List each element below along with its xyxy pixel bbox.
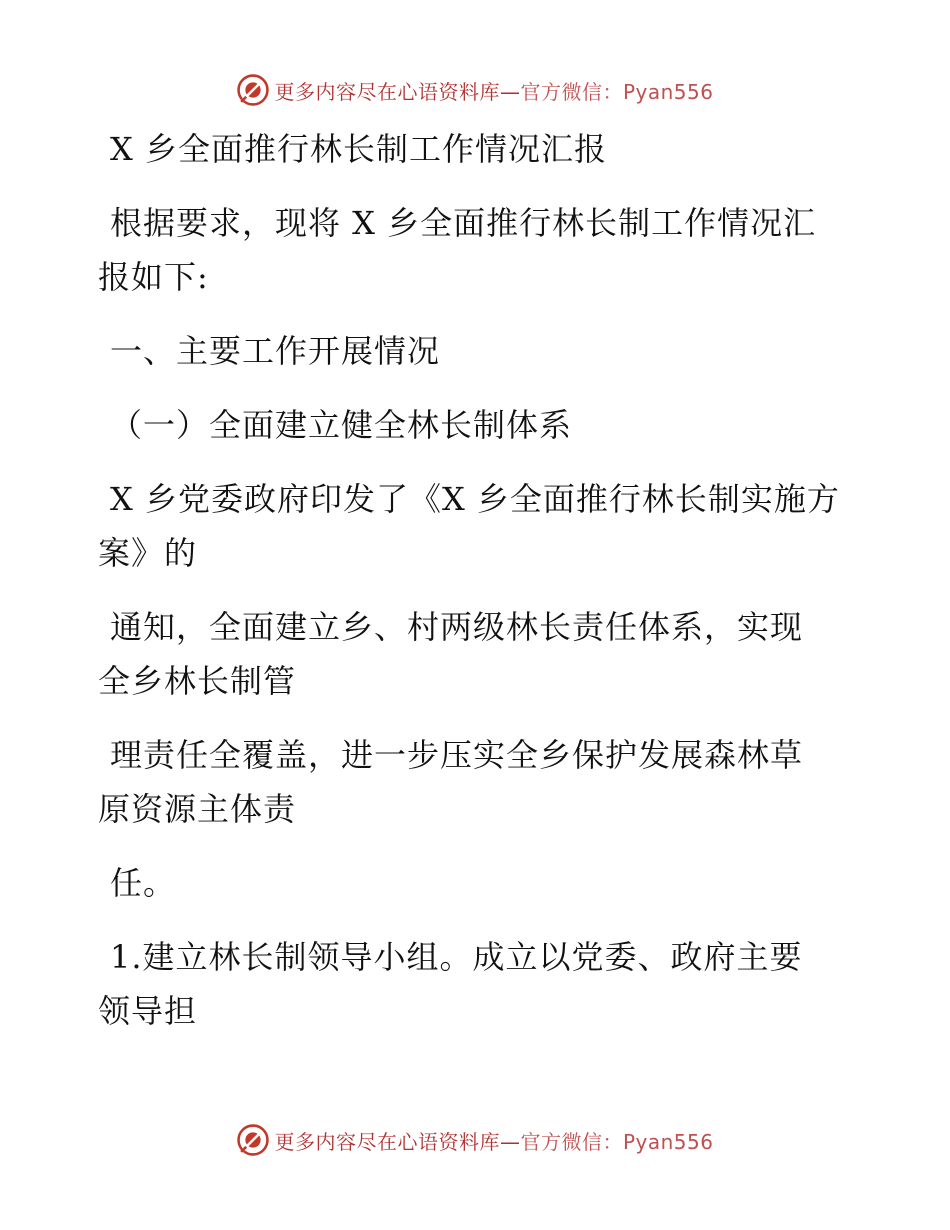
logo-icon [236, 73, 270, 107]
banner-wechat-text: 官方微信：Pyan556 [520, 1129, 714, 1154]
banner-dash: — [499, 1129, 521, 1154]
document-body [98, 122, 858, 1038]
header-banner [0, 70, 950, 110]
para1-line-2: 案》的 [98, 534, 198, 572]
para4-line: 任。 [110, 864, 177, 902]
para2-line-1: 通知，全面建立乡、村两级林长责任体系，实现 [110, 608, 804, 646]
para3-line-1: 理责任全覆盖，进一步压实全乡保护发展森林草 [110, 736, 804, 774]
banner-site-text: 更多内容尽在心语资料库 [274, 1129, 500, 1154]
banner-text [274, 1126, 713, 1155]
banner-text [274, 76, 713, 105]
logo-icon [236, 1123, 270, 1157]
subsection-heading: （一）全面建立健全林长制体系 [110, 406, 573, 444]
banner-site-text: 更多内容尽在心语资料库 [274, 79, 500, 104]
banner-dash: — [499, 79, 521, 104]
intro-line-1: 根据要求，现将 X 乡全面推行林长制工作情况汇 [110, 204, 817, 242]
footer-banner [0, 1120, 950, 1160]
intro-line-2: 报如下: [98, 258, 209, 296]
item1-line-2: 领导担 [98, 992, 198, 1030]
para1-line-1: X 乡党委政府印发了《X 乡全面推行林长制实施方 [110, 480, 840, 518]
item1-line-1: 1.建立林长制领导小组。成立以党委、政府主要 [110, 938, 803, 976]
document-title: X 乡全面推行林长制工作情况汇报 [110, 130, 607, 168]
banner-wechat-text: 官方微信：Pyan556 [520, 79, 714, 104]
para2-line-2: 全乡林长制管 [98, 662, 297, 700]
section-heading: 一、主要工作开展情况 [110, 332, 441, 370]
para3-line-2: 原资源主体责 [98, 790, 297, 828]
